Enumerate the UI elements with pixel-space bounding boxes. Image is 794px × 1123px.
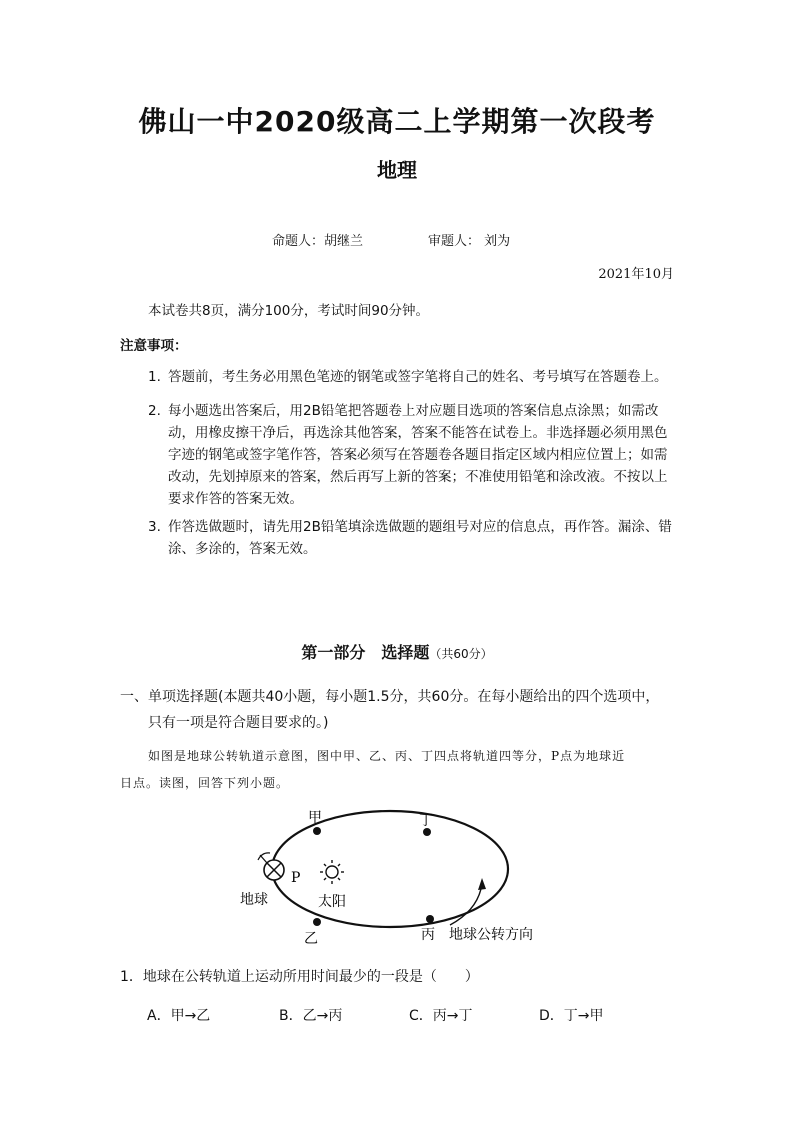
notes-item-number: 1.: [148, 369, 161, 385]
material-line2: 日点。读图，回答下列小题。: [120, 776, 290, 790]
notes-item: [148, 516, 678, 560]
option-c[interactable]: C．丙→丁: [409, 1008, 473, 1024]
part1-line1: 一、单项选择题(本题共40小题，每小题1.5分，共60分。在每小题给出的四个选项中，: [120, 689, 660, 705]
option-b[interactable]: B．乙→丙: [279, 1008, 343, 1024]
question-material: [120, 743, 680, 797]
orbit-diagram: [230, 800, 570, 950]
reviewer-label: 审题人： 刘为: [428, 234, 511, 249]
author-label: 命题人：胡继兰: [272, 234, 364, 249]
label-bing: 丙: [421, 927, 435, 943]
option-a[interactable]: A．甲→乙: [147, 1008, 211, 1024]
option-d[interactable]: D．丁→甲: [539, 1008, 604, 1024]
part1-line2: 只有一项是符合题目要求的。): [148, 715, 329, 731]
point-bing: [426, 915, 434, 923]
direction-arrow: [450, 884, 482, 925]
label-jia: 甲: [308, 810, 322, 826]
sun-icon: [320, 860, 344, 884]
point-ding: [423, 828, 431, 836]
exam-title: 佛山一中2020级高二上学期第一次段考: [138, 105, 656, 138]
section-heading: [0, 640, 794, 663]
point-jia: [313, 827, 321, 835]
label-earth: 地球: [240, 892, 268, 908]
exam-intro: 本试卷共8页，满分100分，考试时间90分钟。: [148, 303, 430, 319]
exam-subject: 地理: [377, 158, 417, 182]
point-yi: [313, 918, 321, 926]
notes-item: [148, 400, 678, 510]
section-title: 第一部分 选择题: [301, 643, 430, 662]
label-sun: 太阳: [318, 894, 346, 910]
question-stem: 1．地球在公转轨道上运动所用时间最少的一段是（ ）: [120, 969, 479, 985]
section-score: （共60分）: [429, 647, 493, 661]
notes-item-number: 3.: [148, 519, 161, 535]
part1-instructions: [120, 684, 680, 736]
notes-item-text: 作答选做题时，请先用2B铅笔填涂选做题的题组号对应的信息点，再作答。漏涂、错涂、多涂的，答案无效。: [168, 519, 672, 557]
direction-arrowhead: [478, 878, 486, 890]
orbit-ellipse: [272, 811, 508, 927]
material-line1: 如图是地球公转轨道示意图，图中甲、乙、丙、丁四点将轨道四等分，P点为地球近: [148, 749, 626, 763]
exam-date: 2021年10月: [598, 267, 674, 282]
label-direction: 地球公转方向: [449, 927, 533, 943]
notes-item-text: 答题前，考生务必用黑色笔迹的钢笔或签字笔将自己的姓名、考号填写在答题卷上。: [168, 369, 668, 385]
notes-item-number: 2.: [148, 403, 161, 419]
label-ding: 丁: [419, 813, 433, 829]
label-yi: 乙: [304, 931, 318, 947]
earth-icon: [258, 853, 284, 880]
notes-item: [148, 366, 678, 388]
notes-item-text: 每小题选出答案后，用2B铅笔把答题卷上对应题目选项的答案信息点涂黑；如需改动，用橡皮擦干净后，再选涂其他答案，答案不能答在试卷上。非选择题必须用黑色字迹的钢笔或签字笔作答，答案必须写在答题卷各题目指定区域内相应位置上；如需改动，先划掉原来的答案，然后再写上新的答案；不准使用铅笔和涂改液。不按以上要求作答的答案无效。: [168, 403, 668, 507]
notes-heading: 注意事项：: [120, 338, 188, 354]
label-p: P: [291, 870, 301, 886]
